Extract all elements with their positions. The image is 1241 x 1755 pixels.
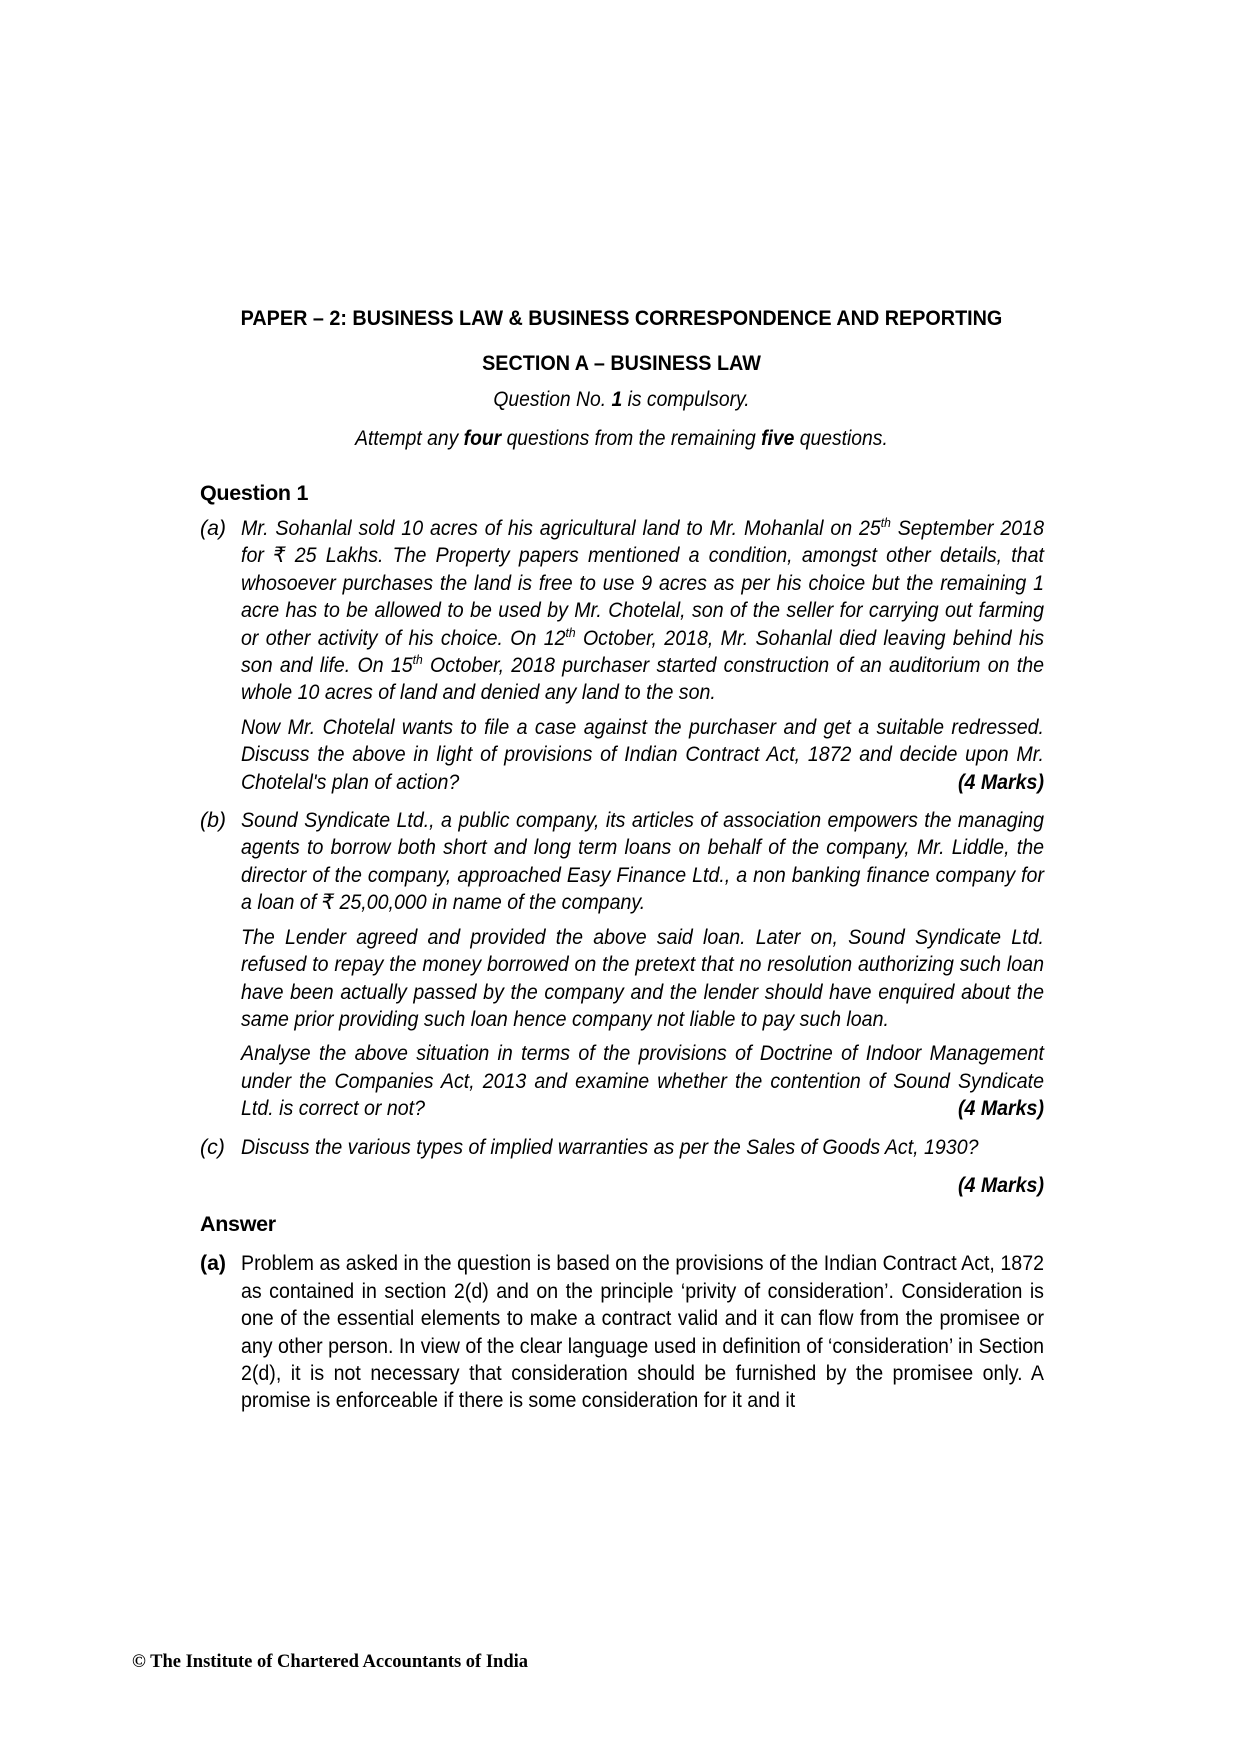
answer-heading: Answer bbox=[200, 1212, 276, 1237]
paper-title: PAPER – 2: BUSINESS LAW & BUSINESS CORRESPONDENCE AND REPORTING bbox=[240, 306, 1003, 330]
paragraph-text: Problem as asked in the question is based on the provisions of the Indian Contract Act, 1872 as contained in section 2(d) and on the principle ‘privity of consideration’. Consideration is one of the essential elements to make a contract valid and it can flow from the promisee or any other person. In view of the clear language used in definition of ‘consideration’ in Section 2(d), it is not necessary that consideration should be furnished by the promisee only. A promise is enforceable if there is some consideration for it and it bbox=[241, 1251, 1044, 1413]
compulsory-note: Question No. 1 is compulsory. bbox=[493, 388, 750, 411]
part-text bbox=[241, 1250, 1044, 1414]
part-label: (a) bbox=[200, 516, 227, 540]
part-text bbox=[241, 515, 1044, 796]
paragraph-text: Mr. Sohanlal sold 10 acres of his agricultural land to Mr. Mohanlal on 25th September 2018 for ₹ 25 Lakhs. The Property papers mentioned a condition, amongst other details, that whosoever purchases the land is free to use 9 acres as per his choice but the remaining 1 acre has to be allowed to be used by Mr. Chotelal, son of the seller for carrying out farming or other activity of his choice. On 12th October, 2018, Mr. Sohanlal died leaving behind his son and life. On 15th October, 2018 purchaser started construction of an auditorium on the whole 10 acres of land and denied any land to the son. bbox=[241, 514, 1044, 705]
section-title: SECTION A – BUSINESS LAW bbox=[482, 351, 761, 375]
paragraph-text: Analyse the above situation in terms of the provisions of Doctrine of Indoor Management under the Companies Act, 2013 and examine whether the contention of Sound Syndicate Ltd. is correct or not? bbox=[241, 1041, 1044, 1121]
paragraph-text: Discuss the various types of implied warranties as per the Sales of Goods Act, 1930? bbox=[241, 1134, 979, 1159]
paragraph-text: Sound Syndicate Ltd., a public company, its articles of association empowers the managing agents to borrow both short and long term loans on behalf of the company, Mr. Liddle, the director of the company, approached Easy Finance Ltd., a non banking finance company for a loan of ₹ 25,00,000 in name of the company. bbox=[241, 808, 1044, 915]
paragraph-text: Now Mr. Chotelal wants to file a case against the purchaser and get a suitable redressed. Discuss the above in light of provisions of Indian Contract Act, 1872 and decide upon Mr. Chotelal's plan of action? bbox=[241, 714, 1044, 794]
question-paragraph bbox=[241, 714, 1044, 796]
paragraph-text: The Lender agreed and provided the above said loan. Later on, Sound Syndicate Ltd. refused to repay the money borrowed on the pretext that no resolution authorizing such loan have been actually passed by the company and the lender should have enquired about the same prior providing such loan hence company not liable to pay such loan. bbox=[241, 924, 1044, 1031]
question-paragraph bbox=[241, 1134, 1044, 1161]
marks-label: (4 Marks) bbox=[952, 769, 1044, 796]
part-label: (b) bbox=[200, 808, 227, 833]
part-label: (a) bbox=[200, 1251, 227, 1276]
answer-part-a bbox=[200, 1250, 1043, 1414]
part-text bbox=[241, 807, 1044, 1122]
question-heading: Question 1 bbox=[200, 481, 309, 505]
question-paragraph bbox=[241, 515, 1044, 707]
answer-paragraph bbox=[241, 1250, 1044, 1414]
question-paragraph bbox=[241, 924, 1044, 1034]
part-text bbox=[241, 1134, 1044, 1200]
question-part-b bbox=[200, 807, 1043, 1122]
question-part-a bbox=[200, 515, 1043, 796]
page-content bbox=[200, 304, 1043, 1426]
question-paragraph bbox=[241, 1040, 1044, 1122]
copyright-footer: © The Institute of Chartered Accountants of India bbox=[132, 1652, 529, 1672]
marks-label: (4 Marks) bbox=[952, 1095, 1044, 1122]
marks-label: (4 Marks) bbox=[957, 1172, 1044, 1197]
part-label: (c) bbox=[200, 1134, 225, 1159]
attempt-note: Attempt any four questions from the remaining five questions. bbox=[355, 427, 888, 450]
question-part-c bbox=[200, 1134, 1043, 1200]
question-paragraph bbox=[241, 807, 1044, 917]
